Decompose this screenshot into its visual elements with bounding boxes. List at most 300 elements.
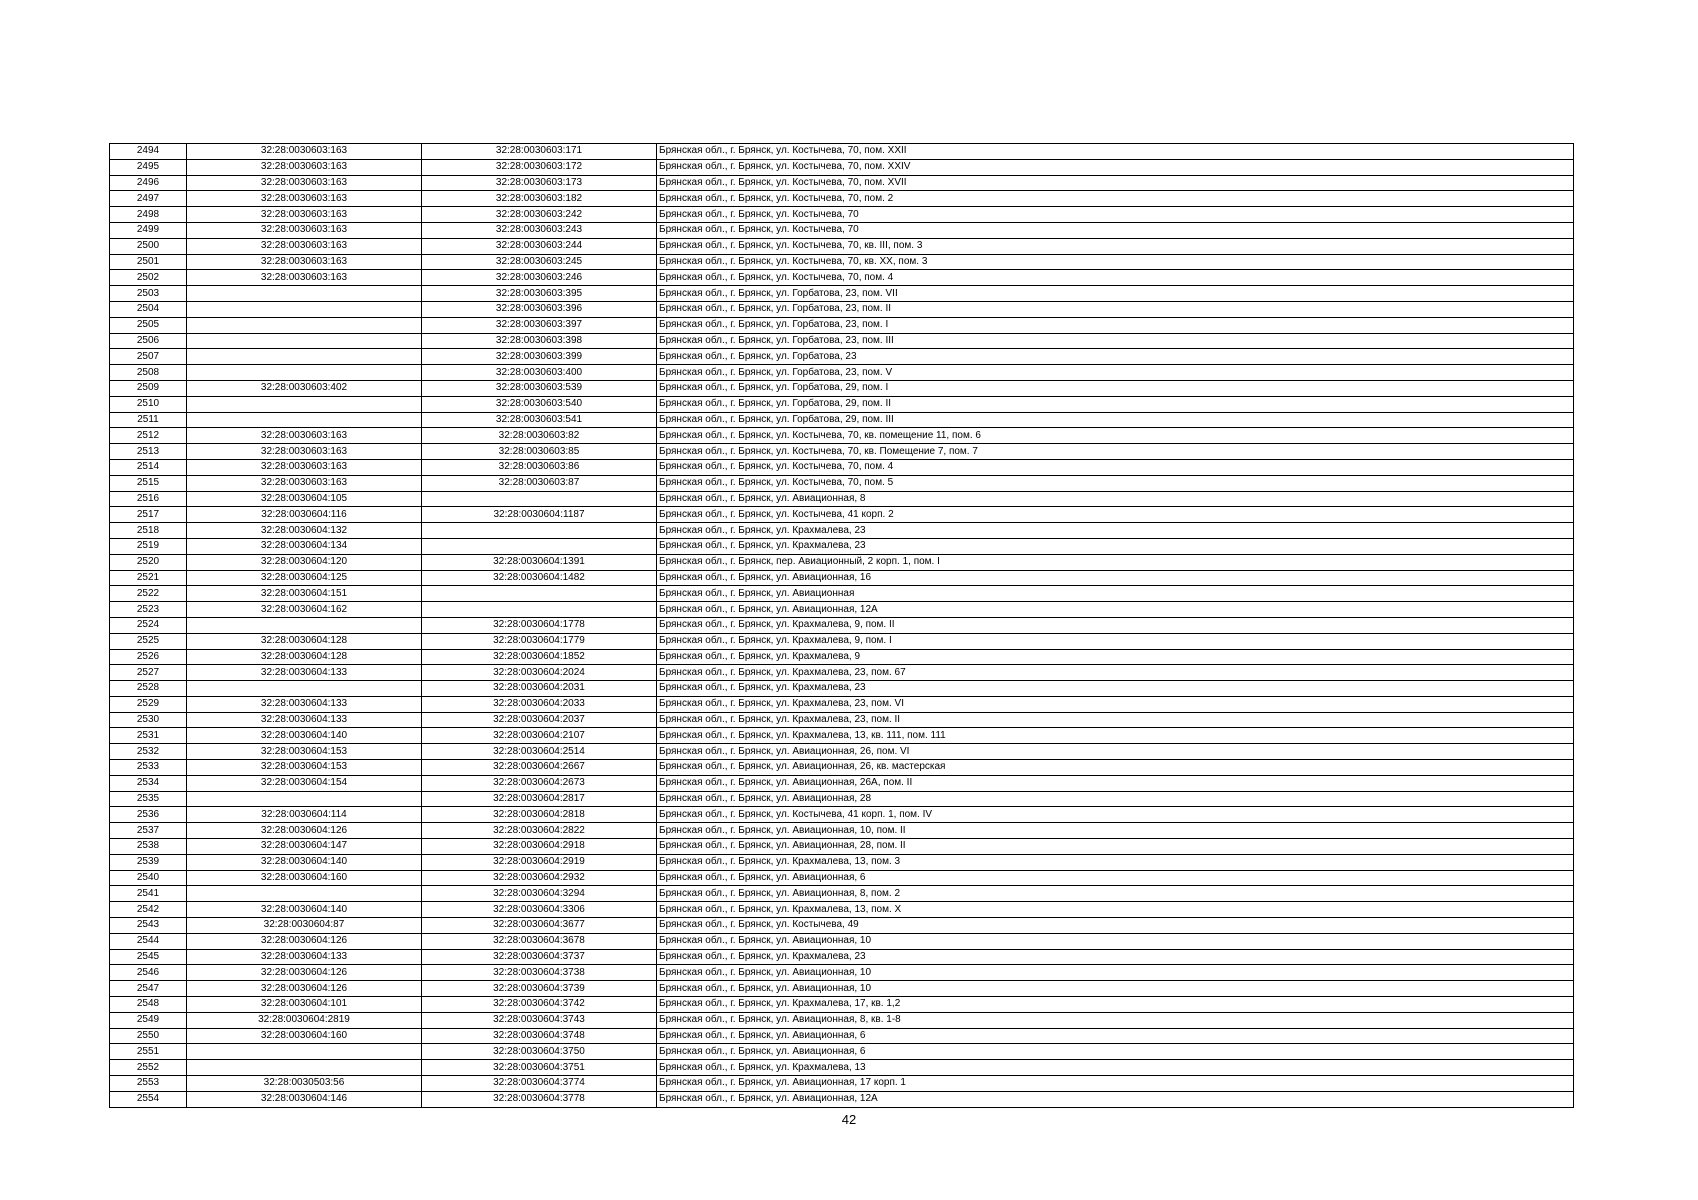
parent-cadastral-number-cell: 32:28:0030604:146 [187,1091,422,1107]
cadastral-number-cell: 32:28:0030604:1187 [422,507,657,523]
address-cell: Брянская обл., г. Брянск, ул. Авиационная, 26, пом. VI [657,744,1574,760]
address-cell: Брянская обл., г. Брянск, ул. Костычева, 70 [657,207,1574,223]
table-row [110,412,1574,428]
cadastral-number-cell: 32:28:0030604:1852 [422,649,657,665]
table-row [110,444,1574,460]
table-row [110,602,1574,618]
table-row [110,854,1574,870]
table-row [110,317,1574,333]
parent-cadastral-number-cell: 32:28:0030604:132 [187,523,422,539]
address-cell: Брянская обл., г. Брянск, ул. Авиационная, 6 [657,1044,1574,1060]
row-number-cell: 2554 [110,1091,187,1107]
row-number-cell: 2552 [110,1060,187,1076]
row-number-cell: 2515 [110,475,187,491]
row-number-cell: 2553 [110,1076,187,1092]
table-body [110,144,1574,1108]
cadastral-number-cell: 32:28:0030604:3748 [422,1028,657,1044]
parent-cadastral-number-cell: 32:28:0030603:163 [187,144,422,160]
address-cell: Брянская обл., г. Брянск, ул. Крахмалева, 13, кв. 111, пом. 111 [657,728,1574,744]
table-row [110,933,1574,949]
cadastral-number-cell: 32:28:0030604:1778 [422,617,657,633]
cadastral-number-cell: 32:28:0030604:3778 [422,1091,657,1107]
cadastral-number-cell [422,491,657,507]
cadastral-number-cell: 32:28:0030604:3750 [422,1044,657,1060]
parent-cadastral-number-cell [187,617,422,633]
table-row [110,254,1574,270]
parent-cadastral-number-cell [187,412,422,428]
cadastral-number-cell: 32:28:0030604:2673 [422,775,657,791]
address-cell: Брянская обл., г. Брянск, ул. Авиационная, 26, кв. мастерская [657,760,1574,776]
table-row [110,997,1574,1013]
cadastral-number-cell: 32:28:0030604:3742 [422,997,657,1013]
page-number: 42 [841,1112,857,1127]
row-number-cell: 2541 [110,886,187,902]
parent-cadastral-number-cell: 32:28:0030503:56 [187,1076,422,1092]
address-cell: Брянская обл., г. Брянск, ул. Костычева, 70 [657,222,1574,238]
parent-cadastral-number-cell [187,333,422,349]
address-cell: Брянская обл., г. Брянск, ул. Авиационная, 28 [657,791,1574,807]
row-number-cell: 2514 [110,459,187,475]
parent-cadastral-number-cell [187,317,422,333]
parent-cadastral-number-cell: 32:28:0030604:133 [187,949,422,965]
row-number-cell: 2547 [110,981,187,997]
row-number-cell: 2511 [110,412,187,428]
address-cell: Брянская обл., г. Брянск, ул. Горбатова, 29, пом. II [657,396,1574,412]
parent-cadastral-number-cell: 32:28:0030604:126 [187,823,422,839]
table-row [110,428,1574,444]
parent-cadastral-number-cell: 32:28:0030603:163 [187,175,422,191]
cadastral-number-cell: 32:28:0030604:3678 [422,933,657,949]
cadastral-number-cell: 32:28:0030603:539 [422,380,657,396]
address-cell: Брянская обл., г. Брянск, ул. Крахмалева, 23 [657,538,1574,554]
parent-cadastral-number-cell: 32:28:0030604:105 [187,491,422,507]
cadastral-number-cell: 32:28:0030603:85 [422,444,657,460]
cadastral-number-cell: 32:28:0030604:3743 [422,1012,657,1028]
parent-cadastral-number-cell: 32:28:0030604:133 [187,712,422,728]
table-row [110,270,1574,286]
address-cell: Брянская обл., г. Брянск, ул. Крахмалева, 9 [657,649,1574,665]
address-cell: Брянская обл., г. Брянск, ул. Костычева, 70, пом. XXII [657,144,1574,160]
parent-cadastral-number-cell: 32:28:0030604:126 [187,965,422,981]
table-row [110,570,1574,586]
cadastral-number-cell: 32:28:0030604:3677 [422,918,657,934]
row-number-cell: 2530 [110,712,187,728]
row-number-cell: 2546 [110,965,187,981]
row-number-cell: 2551 [110,1044,187,1060]
address-cell: Брянская обл., г. Брянск, ул. Костычева, 70, кв. III, пом. 3 [657,238,1574,254]
row-number-cell: 2532 [110,744,187,760]
table-row [110,949,1574,965]
cadastral-number-cell: 32:28:0030604:2514 [422,744,657,760]
row-number-cell: 2518 [110,523,187,539]
parent-cadastral-number-cell: 32:28:0030604:101 [187,997,422,1013]
cadastral-number-cell: 32:28:0030603:397 [422,317,657,333]
address-cell: Брянская обл., г. Брянск, ул. Авиационная, 8, кв. 1-8 [657,1012,1574,1028]
cadastral-number-cell: 32:28:0030603:541 [422,412,657,428]
address-cell: Брянская обл., г. Брянск, ул. Горбатова, 23, пом. V [657,365,1574,381]
parent-cadastral-number-cell: 32:28:0030603:163 [187,254,422,270]
table-row [110,365,1574,381]
cadastral-number-cell: 32:28:0030603:171 [422,144,657,160]
parent-cadastral-number-cell: 32:28:0030604:114 [187,807,422,823]
cadastral-table [109,143,1574,1108]
cadastral-number-cell: 32:28:0030604:2918 [422,839,657,855]
cadastral-number-cell: 32:28:0030603:395 [422,286,657,302]
table-row [110,823,1574,839]
cadastral-number-cell: 32:28:0030603:396 [422,301,657,317]
address-cell: Брянская обл., г. Брянск, ул. Авиационная, 10 [657,981,1574,997]
row-number-cell: 2522 [110,586,187,602]
cadastral-number-cell: 32:28:0030604:2107 [422,728,657,744]
row-number-cell: 2545 [110,949,187,965]
address-cell: Брянская обл., г. Брянск, ул. Авиационная, 26А, пом. II [657,775,1574,791]
parent-cadastral-number-cell: 32:28:0030604:147 [187,839,422,855]
table-row [110,459,1574,475]
address-cell: Брянская обл., г. Брянск, пер. Авиационный, 2 корп. 1, пом. I [657,554,1574,570]
table-row [110,981,1574,997]
cadastral-number-cell: 32:28:0030603:86 [422,459,657,475]
table-row [110,1060,1574,1076]
table-row [110,222,1574,238]
row-number-cell: 2531 [110,728,187,744]
row-number-cell: 2505 [110,317,187,333]
row-number-cell: 2540 [110,870,187,886]
cadastral-number-cell: 32:28:0030603:87 [422,475,657,491]
cadastral-number-cell: 32:28:0030604:3739 [422,981,657,997]
parent-cadastral-number-cell: 32:28:0030603:163 [187,238,422,254]
row-number-cell: 2519 [110,538,187,554]
parent-cadastral-number-cell: 32:28:0030604:120 [187,554,422,570]
table-row [110,728,1574,744]
parent-cadastral-number-cell: 32:28:0030603:163 [187,191,422,207]
row-number-cell: 2528 [110,681,187,697]
cadastral-number-cell: 32:28:0030603:245 [422,254,657,270]
cadastral-number-cell: 32:28:0030604:1391 [422,554,657,570]
table-row [110,791,1574,807]
table-row [110,1028,1574,1044]
table-row [110,870,1574,886]
parent-cadastral-number-cell [187,1060,422,1076]
parent-cadastral-number-cell: 32:28:0030603:402 [187,380,422,396]
parent-cadastral-number-cell: 32:28:0030604:160 [187,1028,422,1044]
parent-cadastral-number-cell [187,286,422,302]
table-row [110,649,1574,665]
parent-cadastral-number-cell [187,1044,422,1060]
row-number-cell: 2498 [110,207,187,223]
parent-cadastral-number-cell: 32:28:0030604:2819 [187,1012,422,1028]
table-row [110,586,1574,602]
table-row [110,918,1574,934]
cadastral-number-cell: 32:28:0030604:2037 [422,712,657,728]
row-number-cell: 2509 [110,380,187,396]
parent-cadastral-number-cell: 32:28:0030604:133 [187,696,422,712]
parent-cadastral-number-cell: 32:28:0030604:125 [187,570,422,586]
parent-cadastral-number-cell: 32:28:0030604:160 [187,870,422,886]
row-number-cell: 2497 [110,191,187,207]
address-cell: Брянская обл., г. Брянск, ул. Крахмалева, 9, пом. I [657,633,1574,649]
row-number-cell: 2524 [110,617,187,633]
address-cell: Брянская обл., г. Брянск, ул. Авиационная, 12А [657,1091,1574,1107]
row-number-cell: 2521 [110,570,187,586]
row-number-cell: 2536 [110,807,187,823]
table-row [110,507,1574,523]
parent-cadastral-number-cell: 32:28:0030603:163 [187,475,422,491]
table-row [110,396,1574,412]
parent-cadastral-number-cell: 32:28:0030604:153 [187,744,422,760]
cadastral-number-cell: 32:28:0030604:2817 [422,791,657,807]
row-number-cell: 2550 [110,1028,187,1044]
table-row [110,712,1574,728]
cadastral-number-cell: 32:28:0030604:2932 [422,870,657,886]
parent-cadastral-number-cell: 32:28:0030604:140 [187,902,422,918]
parent-cadastral-number-cell [187,365,422,381]
address-cell: Брянская обл., г. Брянск, ул. Крахмалева, 23, пом. II [657,712,1574,728]
parent-cadastral-number-cell: 32:28:0030603:163 [187,222,422,238]
parent-cadastral-number-cell [187,681,422,697]
address-cell: Брянская обл., г. Брянск, ул. Горбатова, 23, пом. II [657,301,1574,317]
cadastral-number-cell: 32:28:0030603:182 [422,191,657,207]
table-row [110,807,1574,823]
address-cell: Брянская обл., г. Брянск, ул. Крахмалева, 17, кв. 1,2 [657,997,1574,1013]
row-number-cell: 2526 [110,649,187,665]
address-cell: Брянская обл., г. Брянск, ул. Костычева, 49 [657,918,1574,934]
table-row [110,886,1574,902]
parent-cadastral-number-cell [187,396,422,412]
row-number-cell: 2510 [110,396,187,412]
parent-cadastral-number-cell: 32:28:0030603:163 [187,428,422,444]
address-cell: Брянская обл., г. Брянск, ул. Авиационная, 10, пом. II [657,823,1574,839]
row-number-cell: 2496 [110,175,187,191]
cadastral-number-cell: 32:28:0030604:3774 [422,1076,657,1092]
row-number-cell: 2533 [110,760,187,776]
parent-cadastral-number-cell: 32:28:0030603:163 [187,159,422,175]
table-row [110,1091,1574,1107]
address-cell: Брянская обл., г. Брянск, ул. Крахмалева, 13, пом. 3 [657,854,1574,870]
row-number-cell: 2503 [110,286,187,302]
row-number-cell: 2517 [110,507,187,523]
address-cell: Брянская обл., г. Брянск, ул. Крахмалева, 23 [657,681,1574,697]
address-cell: Брянская обл., г. Брянск, ул. Костычева, 70, пом. 4 [657,270,1574,286]
cadastral-number-cell: 32:28:0030604:3294 [422,886,657,902]
cadastral-number-cell: 32:28:0030603:246 [422,270,657,286]
row-number-cell: 2499 [110,222,187,238]
parent-cadastral-number-cell [187,301,422,317]
row-number-cell: 2502 [110,270,187,286]
cadastral-number-cell: 32:28:0030604:1482 [422,570,657,586]
table-row [110,475,1574,491]
parent-cadastral-number-cell: 32:28:0030603:163 [187,270,422,286]
table-row [110,554,1574,570]
address-cell: Брянская обл., г. Брянск, ул. Горбатова, 23 [657,349,1574,365]
table-row [110,1044,1574,1060]
cadastral-number-cell: 32:28:0030603:243 [422,222,657,238]
table-row [110,333,1574,349]
address-cell: Брянская обл., г. Брянск, ул. Авиационная, 8, пом. 2 [657,886,1574,902]
row-number-cell: 2501 [110,254,187,270]
table-row [110,191,1574,207]
address-cell: Брянская обл., г. Брянск, ул. Костычева, 70, пом. 2 [657,191,1574,207]
cadastral-number-cell [422,602,657,618]
row-number-cell: 2535 [110,791,187,807]
cadastral-number-cell: 32:28:0030603:540 [422,396,657,412]
address-cell: Брянская обл., г. Брянск, ул. Авиационная, 6 [657,1028,1574,1044]
address-cell: Брянская обл., г. Брянск, ул. Крахмалева, 13 [657,1060,1574,1076]
parent-cadastral-number-cell [187,791,422,807]
parent-cadastral-number-cell: 32:28:0030604:126 [187,933,422,949]
cadastral-number-cell: 32:28:0030604:3737 [422,949,657,965]
row-number-cell: 2494 [110,144,187,160]
row-number-cell: 2539 [110,854,187,870]
row-number-cell: 2537 [110,823,187,839]
table-row [110,633,1574,649]
row-number-cell: 2544 [110,933,187,949]
table-row [110,760,1574,776]
table-row [110,902,1574,918]
cadastral-number-cell: 32:28:0030603:82 [422,428,657,444]
parent-cadastral-number-cell: 32:28:0030604:153 [187,760,422,776]
table-row [110,380,1574,396]
table-row [110,207,1574,223]
table-row [110,286,1574,302]
table-row [110,965,1574,981]
table-row [110,175,1574,191]
table-row [110,238,1574,254]
address-cell: Брянская обл., г. Брянск, ул. Авиационная, 12А [657,602,1574,618]
parent-cadastral-number-cell: 32:28:0030604:140 [187,728,422,744]
row-number-cell: 2525 [110,633,187,649]
table-row [110,159,1574,175]
cadastral-number-cell [422,586,657,602]
parent-cadastral-number-cell: 32:28:0030604:140 [187,854,422,870]
cadastral-number-cell: 32:28:0030603:172 [422,159,657,175]
address-cell: Брянская обл., г. Брянск, ул. Крахмалева, 13, пом. X [657,902,1574,918]
row-number-cell: 2506 [110,333,187,349]
parent-cadastral-number-cell: 32:28:0030604:126 [187,981,422,997]
address-cell: Брянская обл., г. Брянск, ул. Костычева, 70, кв. Помещение 7, пом. 7 [657,444,1574,460]
cadastral-number-cell: 32:28:0030604:2031 [422,681,657,697]
address-cell: Брянская обл., г. Брянск, ул. Горбатова, 23, пом. I [657,317,1574,333]
address-cell: Брянская обл., г. Брянск, ул. Крахмалева, 9, пом. II [657,617,1574,633]
parent-cadastral-number-cell [187,349,422,365]
table-row [110,681,1574,697]
cadastral-number-cell: 32:28:0030604:2822 [422,823,657,839]
address-cell: Брянская обл., г. Брянск, ул. Костычева, 70, пом. 4 [657,459,1574,475]
parent-cadastral-number-cell [187,886,422,902]
row-number-cell: 2548 [110,997,187,1013]
cadastral-number-cell [422,523,657,539]
table-row [110,1012,1574,1028]
row-number-cell: 2529 [110,696,187,712]
cadastral-number-cell: 32:28:0030603:173 [422,175,657,191]
parent-cadastral-number-cell: 32:28:0030604:128 [187,649,422,665]
cadastral-number-cell: 32:28:0030603:400 [422,365,657,381]
table-row [110,491,1574,507]
address-cell: Брянская обл., г. Брянск, ул. Крахмалева, 23 [657,523,1574,539]
address-cell: Брянская обл., г. Брянск, ул. Авиационная, 6 [657,870,1574,886]
table-row [110,523,1574,539]
row-number-cell: 2507 [110,349,187,365]
row-number-cell: 2523 [110,602,187,618]
cadastral-number-cell: 32:28:0030604:1779 [422,633,657,649]
cadastral-number-cell: 32:28:0030604:2919 [422,854,657,870]
cadastral-number-cell: 32:28:0030604:2667 [422,760,657,776]
cadastral-number-cell: 32:28:0030603:244 [422,238,657,254]
row-number-cell: 2520 [110,554,187,570]
cadastral-number-cell [422,538,657,554]
cadastral-number-cell: 32:28:0030604:2818 [422,807,657,823]
address-cell: Брянская обл., г. Брянск, ул. Костычева, 41 корп. 2 [657,507,1574,523]
address-cell: Брянская обл., г. Брянск, ул. Крахмалева, 23, пом. VI [657,696,1574,712]
address-cell: Брянская обл., г. Брянск, ул. Горбатова, 23, пом. III [657,333,1574,349]
cadastral-number-cell: 32:28:0030604:2033 [422,696,657,712]
table-row [110,538,1574,554]
row-number-cell: 2495 [110,159,187,175]
address-cell: Брянская обл., г. Брянск, ул. Авиационная, 16 [657,570,1574,586]
cadastral-number-cell: 32:28:0030604:2024 [422,665,657,681]
row-number-cell: 2516 [110,491,187,507]
parent-cadastral-number-cell: 32:28:0030604:128 [187,633,422,649]
table-row [110,1076,1574,1092]
parent-cadastral-number-cell: 32:28:0030604:116 [187,507,422,523]
row-number-cell: 2513 [110,444,187,460]
cadastral-number-cell: 32:28:0030604:3738 [422,965,657,981]
cadastral-number-cell: 32:28:0030603:242 [422,207,657,223]
address-cell: Брянская обл., г. Брянск, ул. Горбатова, 29, пом. I [657,380,1574,396]
row-number-cell: 2538 [110,839,187,855]
address-cell: Брянская обл., г. Брянск, ул. Авиационная, 10 [657,965,1574,981]
row-number-cell: 2549 [110,1012,187,1028]
address-cell: Брянская обл., г. Брянск, ул. Крахмалева, 23, пом. 67 [657,665,1574,681]
parent-cadastral-number-cell: 32:28:0030604:133 [187,665,422,681]
address-cell: Брянская обл., г. Брянск, ул. Авиационная [657,586,1574,602]
table-row [110,617,1574,633]
parent-cadastral-number-cell: 32:28:0030604:87 [187,918,422,934]
row-number-cell: 2534 [110,775,187,791]
table-row [110,696,1574,712]
parent-cadastral-number-cell: 32:28:0030604:134 [187,538,422,554]
row-number-cell: 2504 [110,301,187,317]
row-number-cell: 2500 [110,238,187,254]
row-number-cell: 2527 [110,665,187,681]
cadastral-number-cell: 32:28:0030603:398 [422,333,657,349]
cadastral-number-cell: 32:28:0030604:3306 [422,902,657,918]
parent-cadastral-number-cell: 32:28:0030604:162 [187,602,422,618]
parent-cadastral-number-cell: 32:28:0030604:154 [187,775,422,791]
address-cell: Брянская обл., г. Брянск, ул. Костычева, 70, пом. XXIV [657,159,1574,175]
table-row [110,839,1574,855]
cadastral-number-cell: 32:28:0030604:3751 [422,1060,657,1076]
parent-cadastral-number-cell: 32:28:0030603:163 [187,207,422,223]
address-cell: Брянская обл., г. Брянск, ул. Костычева, 41 корп. 1, пом. IV [657,807,1574,823]
table-row [110,744,1574,760]
table-row [110,301,1574,317]
row-number-cell: 2508 [110,365,187,381]
address-cell: Брянская обл., г. Брянск, ул. Костычева, 70, кв. помещение 11, пом. 6 [657,428,1574,444]
address-cell: Брянская обл., г. Брянск, ул. Авиационная, 8 [657,491,1574,507]
address-cell: Брянская обл., г. Брянск, ул. Костычева, 70, пом. 5 [657,475,1574,491]
parent-cadastral-number-cell: 32:28:0030603:163 [187,459,422,475]
address-cell: Брянская обл., г. Брянск, ул. Авиационная, 28, пом. II [657,839,1574,855]
address-cell: Брянская обл., г. Брянск, ул. Авиационная, 10 [657,933,1574,949]
cadastral-number-cell: 32:28:0030603:399 [422,349,657,365]
row-number-cell: 2512 [110,428,187,444]
address-cell: Брянская обл., г. Брянск, ул. Горбатова, 23, пом. VII [657,286,1574,302]
parent-cadastral-number-cell: 32:28:0030604:151 [187,586,422,602]
address-cell: Брянская обл., г. Брянск, ул. Авиационная, 17 корп. 1 [657,1076,1574,1092]
table-row [110,349,1574,365]
address-cell: Брянская обл., г. Брянск, ул. Костычева, 70, пом. XVII [657,175,1574,191]
table-row [110,144,1574,160]
